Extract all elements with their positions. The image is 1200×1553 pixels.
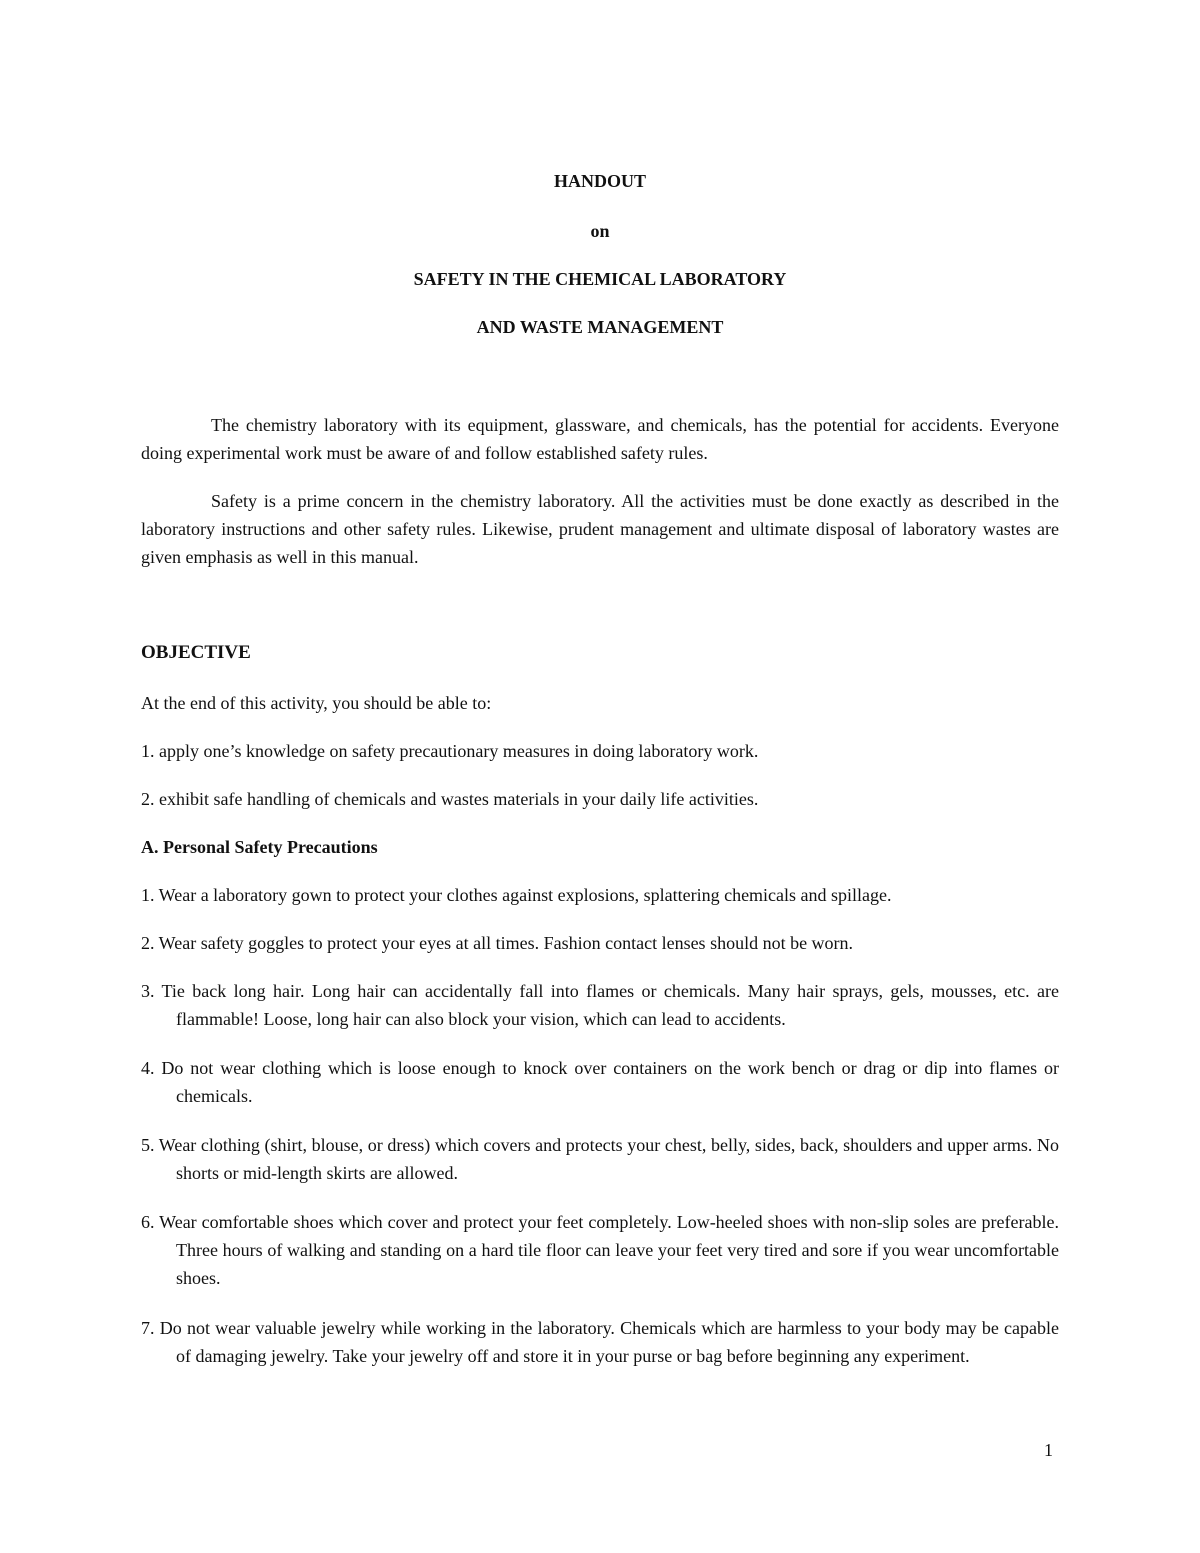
title-waste-management: AND WASTE MANAGEMENT — [476, 317, 724, 337]
objective-heading: OBJECTIVE — [141, 642, 251, 663]
intro-paragraph-1: The chemistry laboratory with its equipment, glassware, and chemicals, has the potential for accidents. Everyone doing experimental work must be aware of and follow established safety rules. — [141, 415, 1059, 463]
title-safety: SAFETY IN THE CHEMICAL LABORATORY — [413, 269, 787, 289]
intro-paragraph-2: Safety is a prime concern in the chemistry laboratory. All the activities must be done exactly as described in the laboratory instructions and other safety rules. Likewise, prudent management and ultimate disposal of laboratory wastes are given emphasis as well in this manual. — [141, 491, 1059, 567]
precaution-item-3: 3. Tie back long hair. Long hair can accidentally fall into flames or chemicals. Many hair sprays, gels, mousses, etc. are flammable! Loose, long hair can also block your vision, which can lead to accidents. — [141, 981, 1059, 1029]
title-on: on — [590, 221, 610, 241]
precaution-item-1: 1. Wear a laboratory gown to protect your clothes against explosions, splattering chemicals and spillage. — [141, 885, 892, 905]
page-number: 1 — [1044, 1440, 1053, 1460]
precaution-item-2: 2. Wear safety goggles to protect your eyes at all times. Fashion contact lenses should not be worn. — [141, 933, 854, 953]
precaution-item-5: 5. Wear clothing (shirt, blouse, or dress) which covers and protects your chest, belly, sides, back, shoulders and upper arms. No shorts or mid-length skirts are allowed. — [141, 1135, 1059, 1183]
precaution-item-7: 7. Do not wear valuable jewelry while working in the laboratory. Chemicals which are harmless to your body may be capable of damaging jewelry. Take your jewelry off and store it in your purse or bag before beginning any experiment. — [141, 1318, 1059, 1366]
objective-lead: At the end of this activity, you should be able to: — [141, 693, 492, 713]
objective-item-1: 1. apply one’s knowledge on safety precautionary measures in doing laboratory work. — [141, 741, 759, 761]
precaution-item-4: 4. Do not wear clothing which is loose enough to knock over containers on the work bench or drag or dip into flames or chemicals. — [141, 1058, 1059, 1106]
precaution-item-6: 6. Wear comfortable shoes which cover and protect your feet completely. Low-heeled shoes with non-slip soles are preferable. Three hours of walking and standing on a hard tile floor can leave your feet very tired and sore if you wear uncomfortable shoes. — [141, 1212, 1059, 1288]
section-a-heading: A. Personal Safety Precautions — [141, 837, 378, 857]
title-handout: HANDOUT — [553, 171, 646, 191]
objective-item-2: 2. exhibit safe handling of chemicals and wastes materials in your daily life activities. — [141, 789, 759, 809]
